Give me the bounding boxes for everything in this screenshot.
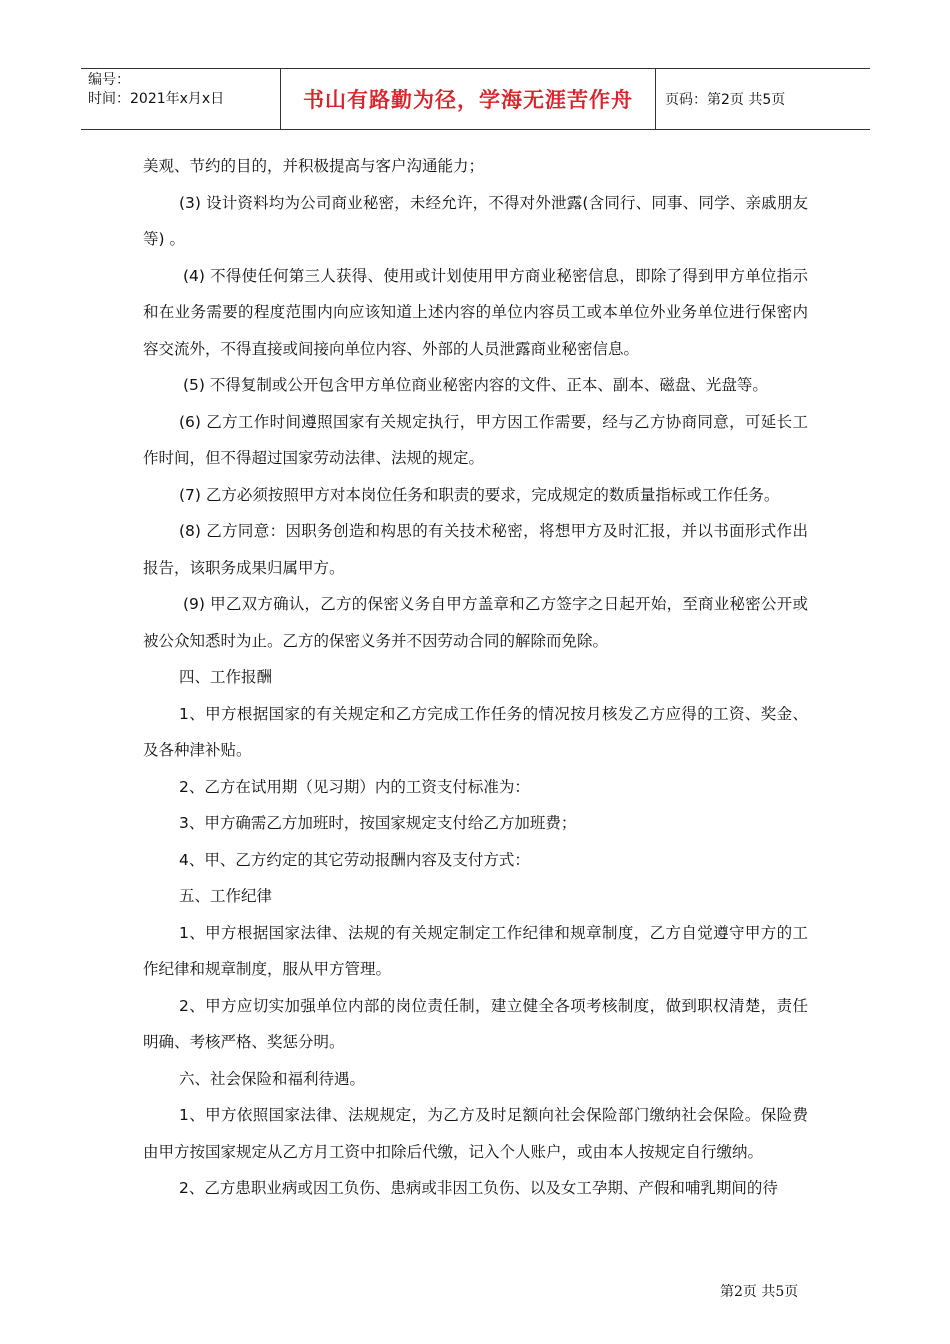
body-paragraph: 美观、节约的目的，并积极提高与客户沟通能力；: [143, 157, 485, 175]
footer-page-number: 第2页 共5页: [720, 1284, 799, 1300]
document-body: [143, 148, 808, 1207]
body-paragraph: (5) 不得复制或公开包含甲方单位商业秘密内容的文件、正本、副本、磁盘、光盘等。: [183, 376, 768, 394]
body-paragraph: 六、社会保险和福利待遇。: [179, 1069, 366, 1088]
body-paragraph: 1、甲方依照国家法律、法规规定，为乙方及时足额向社会保险部门缴纳社会保险。保险费由甲方按国家规定从乙方月工资中扣除后代缴，记入个人账户，或由本人按规定自行缴纳。: [143, 1106, 808, 1161]
body-paragraph: 四、工作报酬: [179, 668, 273, 686]
body-paragraph: 3、甲方确需乙方加班时，按国家规定支付给乙方加班费；: [179, 814, 577, 832]
body-paragraph: (6) 乙方工作时间遵照国家有关规定执行，甲方因工作需要，经与乙方协商同意，可延长工作时间，但不得超过国家劳动法律、法规的规定。: [143, 412, 808, 467]
body-paragraph: (4) 不得使任何第三人获得、使用或计划使用甲方商业秘密信息，即除了得到甲方单位指示和在业务需要的程度范围内向应该知道上述内容的单位内容员工或本单位外业务单位进行保密内容交流外，不得直接或间接向单位内容、外部的人员泄露商业秘密信息。: [143, 266, 808, 358]
body-paragraph: 1、甲方根据国家法律、法规的有关规定制定工作纪律和规章制度，乙方自觉遵守甲方的工作纪律和规章制度，服从甲方管理。: [143, 923, 808, 978]
body-paragraph: 2、乙方患职业病或因工负伤、患病或非因工负伤、以及女工孕期、产假和哺乳期间的待: [179, 1179, 778, 1197]
header-meta: [81, 69, 281, 129]
document-time-label: 时间：2021年x月x日: [88, 91, 225, 107]
document-number-label: 编号：: [88, 72, 130, 88]
body-paragraph: 五、工作纪律: [179, 887, 273, 905]
header-motto: 书山有路勤为径，学海无涯苦作舟: [281, 69, 656, 129]
body-paragraph: 2、甲方应切实加强单位内部的岗位责任制，建立健全各项考核制度，做到职权清楚，责任明确、考核严格、奖惩分明。: [143, 996, 808, 1051]
body-paragraph: (8) 乙方同意：因职务创造和构思的有关技术秘密，将想甲方及时汇报，并以书面形式作出报告，该职务成果归属甲方。: [143, 522, 808, 577]
body-paragraph: 2、乙方在试用期（见习期）内的工资支付标准为：: [179, 777, 530, 796]
body-paragraph: 4、甲、乙方约定的其它劳动报酬内容及支付方式：: [179, 850, 530, 869]
body-paragraph: (7) 乙方必须按照甲方对本岗位任务和职责的要求，完成规定的数质量指标或工作任务。: [179, 485, 780, 504]
body-paragraph: 1、甲方根据国家的有关规定和乙方完成工作任务的情况按月核发乙方应得的工资、奖金、及各种津补贴。: [143, 704, 808, 759]
body-paragraph: (3) 设计资料均为公司商业秘密，未经允许，不得对外泄露(含同行、同事、同学、亲戚朋友等) 。: [143, 193, 808, 248]
page-header: [81, 68, 870, 130]
body-paragraph: (9) 甲乙双方确认，乙方的保密义务自甲方盖章和乙方签字之日起开始，至商业秘密公开或被公众知悉时为止。乙方的保密义务并不因劳动合同的解除而免除。: [143, 595, 808, 650]
header-page-number: 页码：第2页 共5页: [665, 92, 786, 108]
